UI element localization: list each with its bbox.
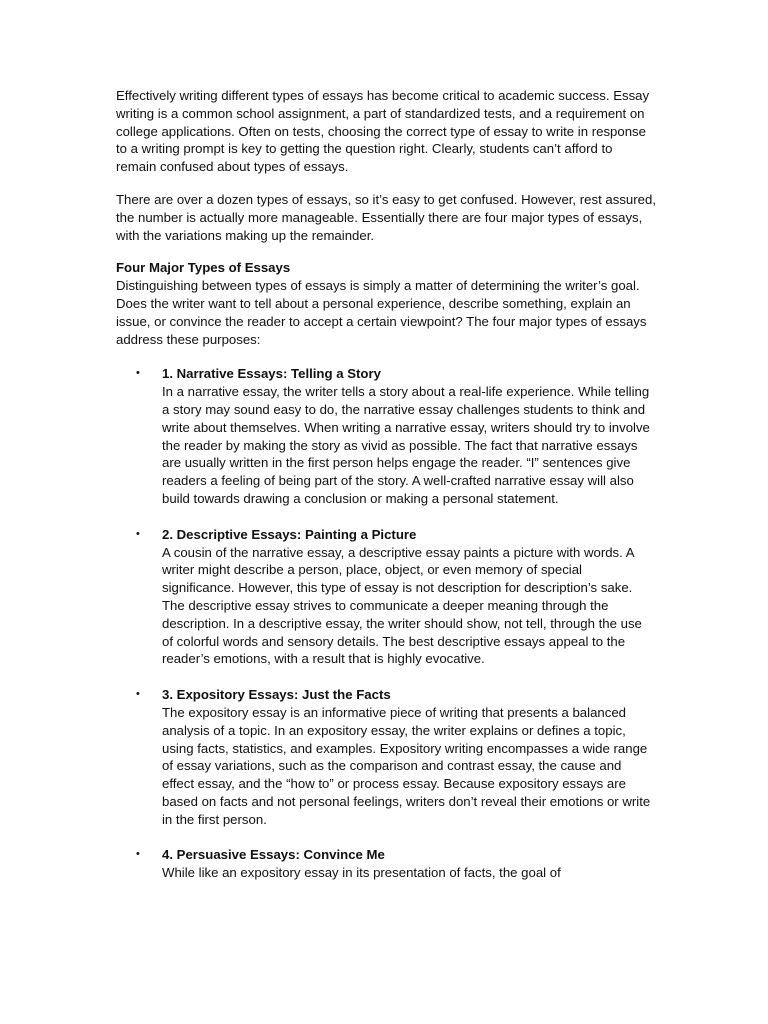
essay-types-list: [116, 365, 656, 882]
item-body: A cousin of the narrative essay, a descriptive essay paints a picture with words. A writer might describe a person, place, object, or even memory of special significance. However, this type of essay is not description for description’s sake. The descriptive essay strives to communicate a deeper meaning through the description. In a descriptive essay, the writer should show, not tell, through the use of colorful words and sensory details. The best descriptive essays appeal to the reader’s emotions, with a result that is highly evocative.: [162, 544, 642, 667]
section-intro: Distinguishing between types of essays is simply a matter of determining the writer’s goal. Does the writer want to tell about a personal experience, describe something, explain an issue, or convince the reader to accept a certain viewpoint? The four major types of essays address these purposes:: [116, 278, 647, 347]
list-item: [116, 365, 656, 507]
bullet-icon: •: [136, 527, 140, 540]
section-heading: Four Major Types of Essays: [116, 260, 291, 276]
item-body: While like an expository essay in its presentation of facts, the goal of: [162, 865, 561, 881]
item-body: In a narrative essay, the writer tells a story about a real-life experience. While telling a story may sound easy to do, the narrative essay challenges students to think and write about themselves. When writing a narrative essay, writers should try to involve the reader by making the story as vivid as possible. The fact that narrative essays are usually written in the first person helps engage the reader. “I” sentences give readers a feeling of being part of the story. A well-crafted narrative essay will also build towards drawing a conclusion or making a personal statement.: [162, 384, 650, 506]
item-title: 2. Descriptive Essays: Painting a Picture: [162, 526, 417, 542]
list-item: [116, 526, 656, 668]
item-title: 3. Expository Essays: Just the Facts: [162, 687, 391, 703]
bullet-icon: •: [136, 367, 140, 380]
bullet-icon: •: [136, 848, 140, 861]
list-item: [116, 686, 656, 828]
bullet-icon: •: [136, 688, 140, 701]
item-body: The expository essay is an informative piece of writing that presents a balanced analysis of a topic. In an expository essay, the writer explains or defines a topic, using facts, statistics, and examples. Expository writing encompasses a wide range of essay variations, such as the comparison and contrast essay, the cause and effect essay, and the “how to” or process essay. Because expository essays are based on facts and not personal feelings, writers don’t reveal their emotions or write in the first person.: [162, 704, 651, 827]
document-page: [116, 87, 656, 900]
list-item: [116, 846, 656, 882]
item-title: 4. Persuasive Essays: Convince Me: [162, 847, 385, 863]
intro-paragraph: There are over a dozen types of essays, so it’s easy to get confused. However, rest assured, the number is actually more manageable. Essentially there are four major types of essays, with the variations making up the remainder.: [116, 191, 656, 243]
intro-paragraph: Effectively writing different types of essays has become critical to academic success. Essay writing is a common school assignment, a part of standardized tests, and a requirement on college applications. Often on tests, choosing the correct type of essay to write in response to a writing prompt is key to getting the question right. Clearly, students can’t afford to remain confused about types of essays.: [116, 88, 650, 175]
item-title: 1. Narrative Essays: Telling a Story: [162, 366, 381, 382]
